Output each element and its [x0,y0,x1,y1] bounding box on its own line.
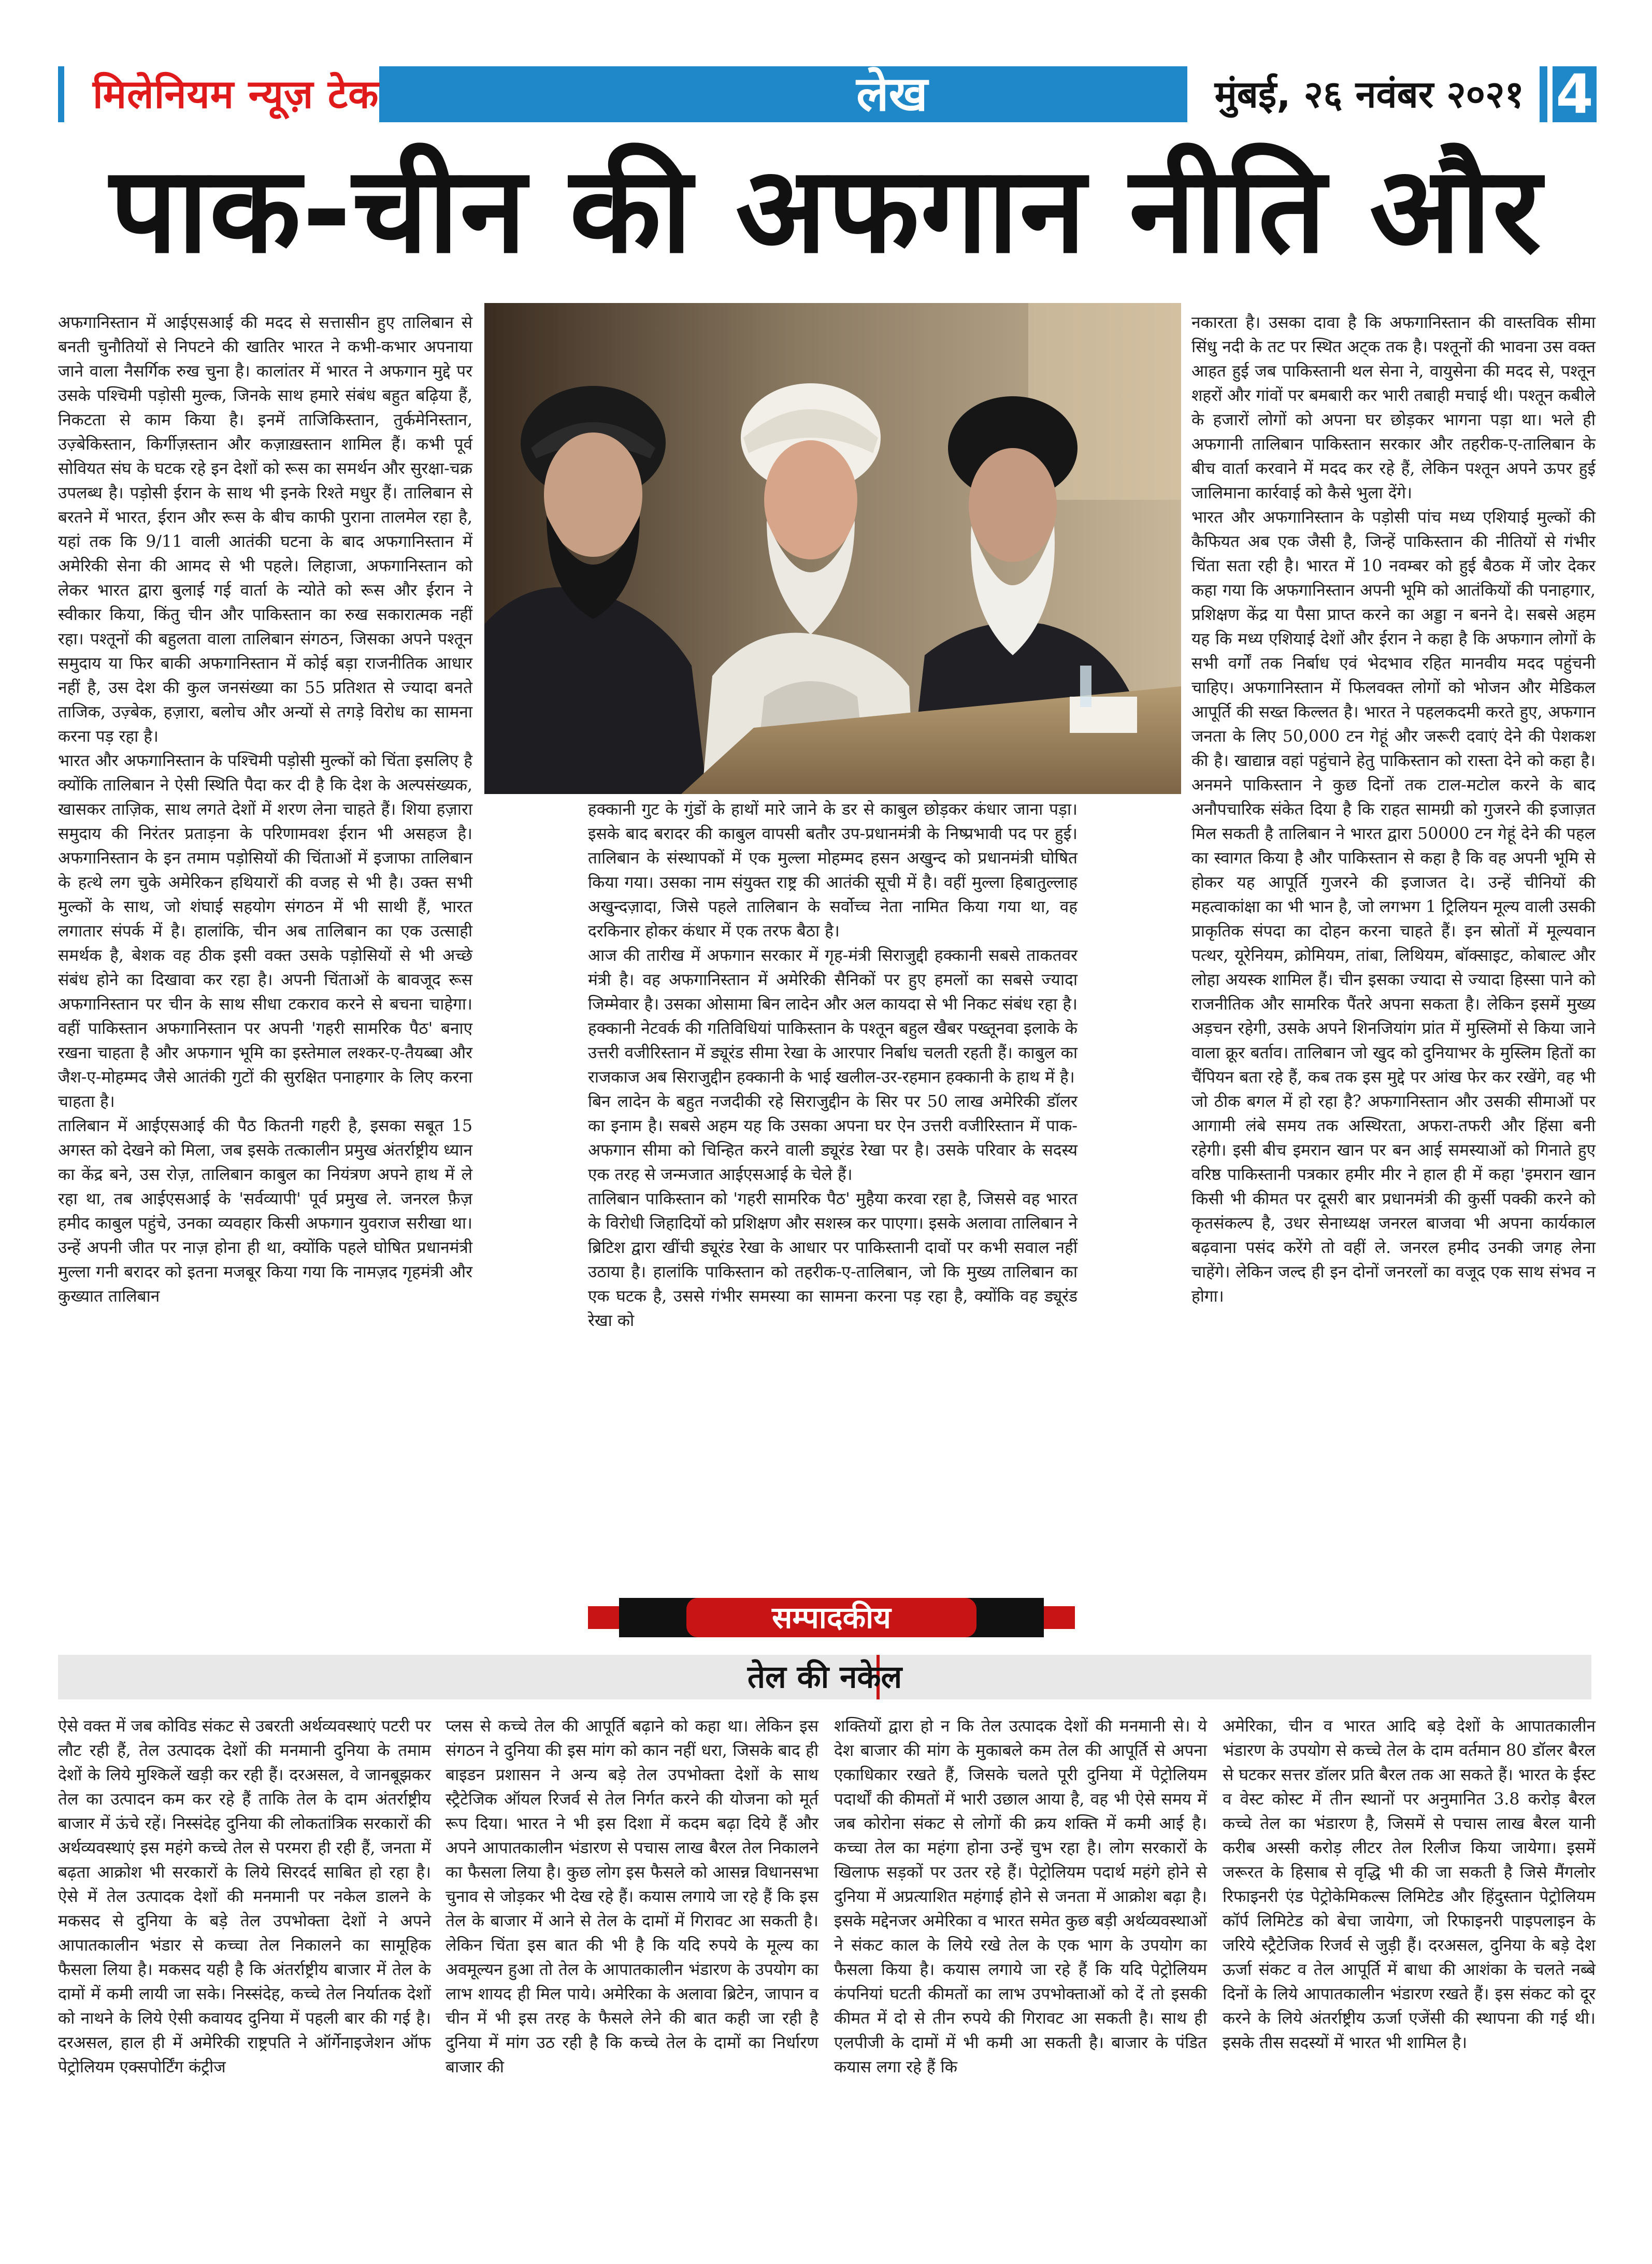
editorial-paragraph: शक्तियों द्वारा हो न कि तेल उत्पादक देशों की मनमानी से। ये देश बाजार की मांग के मुकाबले कम तेल की आपूर्ति से अपना एकाधिकार रखते हैं, जिसके चलते पूरी दुनिया में पेट्रोलियम पदार्थों की कीमतों में भारी उछाल आया है, वह भी ऐसे समय में जब कोरोना संकट से लोगों की क्रय शक्ति में कमी आई है। कच्चा तेल का महंगा होना उन्हें चुभ रहा है। लोग सरकारों के खिलाफ सड़कों पर उतर रहे हैं। पेट्रोलियम पदार्थ महंगे होने से दुनिया में अप्रत्याशित महंगाई होने से जनता में आक्रोश बढ़ा है। इसके मद्देनजर अमेरिका व भारत समेत कुछ बड़ी अर्थव्यवस्थाओं ने संकट काल के लिये रखे तेल के एक भाग के उपयोग का फैसला किया है। कयास लगाये जा रहे हैं कि यदि पेट्रोलियम कंपनियां घटती कीमतों का लाभ उपभोक्ताओं को दें तो इसकी कीमत में दो से तीन रुपये की गिरावट आ सकती है। साथ ही एलपीजी के दामों में भी कमी आ सकती है। बाजार के पंडित कयास लगा रहे हैं कि [834,1717,1207,2076]
article-photo [484,303,1181,794]
article-paragraph: आज की तारीख में अफगान सरकार में गृह-मंत्री सिराजुद्दी हक्कानी सबसे ताकतवर मंत्री है। वह अफगानिस्तान में अमेरिकी सैनिकों पर हुए हमलों का सबसे ज्यादा जिम्मेवार है। उसका ओसामा बिन लादेन और अल कायदा से भी निकट संबंध रहा है। हक्कानी नेटवर्क की गतिविधियां पाकिस्तान के पश्तून बहुल खैबर पख्तूनवा इलाके के उत्तरी वजीरिस्तान में ड्यूरंड सीमा रेखा के आरपार निर्बाध चलती रहती हैं। काबुल का राजकाज अब सिराजुद्दीन हक्कानी के भाई खलील-उर-रहमान हक्कानी के हाथ में है। [588,946,1078,1087]
article-paragraph: बिन लादेन के बहुत नजदीकी रहे सिराजुद्दीन के सिर पर 50 लाख अमेरिकी डॉलर का इनाम है। सबसे अहम यह कि उसका अपना घर ऐन उत्तरी वजीरिस्तान में पाक-अफगान सीमा को चिन्हित करने वाली ड्यूरंड रेखा पर है। उसके परिवार के सदस्य एक तरह से जन्मजात आईएसआई के चेले हैं। [588,1092,1078,1184]
masthead [58,63,1593,126]
article-column-2 [588,798,1078,1333]
article-paragraph: तालिबान में आईएसआई की पैठ कितनी गहरी है, इसका सबूत 15 अगस्त को देखने को मिला, जब इसके तत्कालीन प्रमुख अंतर्राष्ट्रीय ध्यान का केंद्र बने, उस रोज़, तालिबान काबुल का नियंत्रण अपने हाथ में ले रहा था, तब आईएसआई के 'सर्वव्यापी' पूर्व प्रमुख ले. जनरल फ़ैज़ हमीद काबुल पहुंचे, उनका व्यवहार किसी अफगान युवराज सरीखा था। उन्हें अपनी जीत पर नाज़ होना ही था, क्योंकि पहले घोषित प्रधानमंत्री मुल्ला गनी बरादर को इतना मजबूर किया गया कि नामज़द गृहमंत्री और कुख्यात तालिबान [58,1117,472,1306]
article-headline: पाक-चीन की अफगान नीति और [109,141,1543,280]
article-paragraph: भारत और अफगानिस्तान के पड़ोसी पांच मध्य एशियाई मुल्कों की कैफियत अब एक जैसी है, जिन्हें पाकिस्तान की नीतियों से गंभीर चिंता सता रही है। भारत में 10 नवम्बर को हुई बैठक में जोर देकर कहा गया कि अफगानिस्तान अपनी भूमि को आतंकियों की पनाहगार, प्रशिक्षण केंद्र या पैसा प्राप्त करने का अड्डा न बनने दे। सबसे अहम यह कि मध्य एशियाई देशों और ईरान ने कहा है कि अफगान लोगों के सभी वर्गों तक निर्बाध एवं भेदभाव रहित मानवीय मदद पहुंचनी चाहिए। अफगानिस्तान में फिलवक्त लोगों को भोजन और मेडिकल आपूर्ति की सख्त किल्लत है। भारत ने पहलकदमी करते हुए, अफगान जनता के लिए 50,000 टन गेहूं और जरूरी दवाएं देने की पेशकश की है। खाद्यान्न वहां पहुंचाने हेतु पाकिस्तान को रास्ता देने को कहा है। अनमने पाकिस्तान ने कुछ दिनों तक टाल-मटोल करने के बाद अनौपचारिक संकेत दिया है कि राहत सामग्री को गुजरने की इजाज़त मिल सकती है तालिबान ने भारत द्वारा 50000 टन गेहूं देने की पहल का स्वागत किया है और पाकिस्तान से कहा है कि वह अपनी भूमि से होकर यह आपूर्ति गुजरने की इजाजत दे। उन्हें चीनियों की महत्वाकांक्षा का भी भान है, जो लगभग 1 ट्रिलियन मूल्य वाली उसकी प्राकृतिक संपदा का दोहन करना चाहते हैं। इन स्रोतों में मूल्यवान पत्थर, यूरेनियम, क्रोमियम, तांबा, लिथियम, बॉक्साइट, कोबाल्ट और लोहा अयस्क शामिल हैं। चीन इसका ज्यादा से ज्यादा हिस्सा पाने को राजनीतिक और सामरिक पैंतरे अपना सकता है। लेकिन इसमें मुख्य अड़चन रहेगी, उसके अपने शिनजियांग प्रांत में मुस्लिमों से किया जाने वाला क्रूर बर्ताव। तालिबान जो खुद को दुनियाभर के मुस्लिम हितों का चैंपियन बता रहे हैं, कब तक इस मुद्दे पर आंख फेर कर रखेंगे, वह भी जो ठीक बगल में हो रहा है? अफगानिस्तान और उसकी सीमाओं पर आगामी लंबे समय तक अस्थिरता, अफरा-तफरी और हिंसा बनी रहेगी। इसी बीच इमरान खान पर बन आई समस्याओं को गिनाते हुए वरिष्ठ पाकिस्तानी पत्रकार हमीर मीर ने हाल ही में कहा 'इमरान खान किसी भी कीमत पर दूसरी बार प्रधानमंत्री की कुर्सी पक्की करने को कृतसंकल्प है, उधर सेनाध्यक्ष जनरल बाजवा भी अपना कार्यकाल बढ़वाना पसंद करेंगे तो वहीं ले. जनरल हमीद उनकी जगह लेना चाहेंगे। लेकिन जल्द ही इन दोनों जनरलों का वजूद एक साथ संभव न होगा। [1191,508,1596,1306]
dateline: मुंबई, २६ नवंबर २०२१ [1187,66,1540,122]
editorial-title: तेल की नकेल [747,1659,902,1695]
newspaper-brand: मिलेनियम न्यूज़ टेक [58,66,379,122]
section-label: लेख [856,66,928,122]
article-paragraph: अफगानिस्तान में आईएसआई की मदद से सत्तासीन हुए तालिबान से बनती चुनौतियों से निपटने की खातिर भारत ने कभी-कभार अपनाया जाने वाला नैसर्गिक रुख चुना है। कालांतर में भारत ने अफगान मुद्दे पर उसके पश्चिमी पड़ोसी मुल्क, जिनके साथ हमारे संबंध बहुत बढ़िया हैं, निकटता से काम किया है। इनमें ताजिकिस्तान, तुर्कमेनिस्तान, उज़्बेकिस्तान, किर्गीज़स्तान और कज़ाख़स्तान शामिल हैं। कभी पूर्व सोवियत संघ के घटक रहे इन देशों को रूस का समर्थन और सुरक्षा-चक्र उपलब्ध है। पड़ोसी ईरान के साथ भी इनके रिश्ते मधुर हैं। तालिबान से बरतने में भारत, ईरान और रूस के बीच काफी पुराना तालमेल रहा है, यहां तक कि 9/11 वाली आतंकी घटना के बाद अफगानिस्तान में अमेरिकी सेना की आमद से भी पहले। लिहाजा, अफगानिस्तान को लेकर भारत द्वारा बुलाई गई वार्ता के न्योते को रूस और ईरान ने स्वीकार किया, किंतु चीन और पाकिस्तान का रुख सकारात्मक नहीं रहा। पश्तूनों की बहुलता वाला तालिबान संगठन, जिसका अपने पश्तून समुदाय या फिर बाकी अफगानिस्तान में कोई बड़ा राजनीतिक आधार नहीं है, उस देश की कुल जनसंख्या का 55 प्रतिशत से ज्यादा बनते ताजिक, उज़्बेक, हज़ारा, बलोच और अन्यों से तगड़े विरोध का सामना करना पड़ रहा है। [58,313,472,746]
article-paragraph: नकारता है। उसका दावा है कि अफगानिस्तान की वास्तविक सीमा सिंधु नदी के तट पर स्थित अट्क तक है। पश्तूनों की भावना उस वक्त आहत हुई जब पाकिस्तानी थल सेना ने, वायुसेना की मदद से, पश्तून शहरों और गांवों पर बमबारी कर भारी तबाही मचाई थी। पश्तून कबीले के हजारों लोगों को अपना घर छोड़कर भागना पड़ा था। भले ही अफगानी तालिबान पाकिस्तान सरकार और तहरीक-ए-तालिबान के बीच वार्ता करवाने में मदद कर रहे हैं, लेकिन पश्तून अपने ऊपर हुई जालिमाना कार्रवाई को कैसे भुला देंगे। [1191,313,1596,502]
editorial-title-bar [58,1655,1591,1699]
editorial-paragraph: अमेरिका, चीन व भारत आदि बड़े देशों के आपातकालीन भंडारण के उपयोग से कच्चे तेल के दाम वर्तमान 80 डॉलर बैरल से घटकर सत्तर डॉलर प्रति बैरल तक आ सकते हैं। भारत के ईस्ट व वेस्ट कोस्ट में तीन स्थानों पर अनुमानित 3.8 करोड़ बैरल कच्चे तेल का भंडारण है, जिसमें से पचास लाख बैरल यानी करीब अस्सी करोड़ लीटर तेल रिलीज किया जायेगा। इसमें जरूरत के हिसाब से वृद्धि भी की जा सकती है जिसे मैंगलोर रिफाइनरी एंड पेट्रोकेमिकल्स लिमिटेड और हिंदुस्तान पेट्रोलियम कॉर्प लिमिटेड को बेचा जायेगा, जो रिफाइनरी पाइपलाइन के जरिये स्ट्रैटेजिक रिजर्व से जुड़ी हैं। दरअसल, दुनिया के बड़े देश ऊर्जा संकट व तेल आपूर्ति में बाधा की आशंका के चलते नब्बे दिनों के लिये आपातकालीन भंडारण रखते हैं। इस संकट को दूर करने के लिये अंतर्राष्ट्रीय ऊर्जा एजेंसी की स्थापना की गई थी। इसके तीस सदस्यों में भारत भी शामिल है। [1223,1717,1596,2052]
editorial-column-3 [834,1714,1207,2080]
editorial-banner [588,1598,1075,1637]
article-paragraph: तालिबान पाकिस्तान को 'गहरी सामरिक पैठ' मुहैया करवा रहा है, जिससे वह भारत के विरोधी जिहादियों को प्रशिक्षण और सशस्त्र कर पाएगा। इसके अलावा तालिबान ने ब्रिटिश द्वारा खींची ड्यूरंड रेखा के आधार पर पाकिस्तानी दावों पर कभी सवाल नहीं उठाया है। हालांकि पाकिस्तान को तहरीक-ए-तालिबान, जो कि मुख्य तालिबान का एक घटक है, उससे गंभीर समस्या का सामना करना पड़ रहा है, क्योंकि वह ड्यूरंड रेखा को [588,1190,1078,1330]
editorial-banner-label: सम्पादकीय [686,1598,976,1637]
editorial-column-4 [1223,1714,1596,2055]
editorial-column-1 [58,1714,431,2080]
article-paragraph: हक्कानी गुट के गुंडों के हाथों मारे जाने के डर से काबुल छोड़कर कंधार जाना पड़ा। इसके बाद बरादर की काबुल वापसी बतौर उप-प्रधानमंत्री के निष्प्रभावी पद पर हुई। तालिबान के संस्थापकों में एक मुल्ला मोहम्मद हसन अखुन्द को प्रधानमंत्री घोषित किया गया। उसका नाम संयुक्त राष्ट्र की आतंकी सूची में है। वहीं मुल्ला हिबातुल्लाह अखुन्दज़ादा, जिसे पहले तालिबान के सर्वोच्च नेता नामित किया गया था, वह दरकिनार होकर कंधार में एक तरफ बैठा है। [588,800,1078,941]
editorial-paragraph: ऐसे वक्त में जब कोविड संकट से उबरती अर्थव्यवस्थाएं पटरी पर लौट रही हैं, तेल उत्पादक देशों की मनमानी दुनिया के तमाम देशों के लिये मुश्किलें खड़ी कर रही हैं। दरअसल, वे जानबूझकर तेल का उत्पादन कम कर रहे हैं ताकि तेल के दाम अंतर्राष्ट्रीय बाजार में ऊंचे रहें। निस्संदेह दुनिया की लोकतांत्रिक सरकारों की अर्थव्यवस्थाएं इस महंगे कच्चे तेल से परमरा ही रही हैं, जनता में बढ़ता आक्रोश भी सरकारों के लिये सिरदर्द साबित हो रहा है। ऐसे में तेल उत्पादक देशों की मनमानी पर नकेल डालने के मकसद से दुनिया के बड़े तेल उपभोक्ता देशों ने अपने आपातकालीन भंडार से कच्चा तेल निकालने का सामूहिक फैसला लिया है। मकसद यही है कि अंतर्राष्ट्रीय बाजार में तेल के दामों में कमी लायी जा सके। निस्संदेह, कच्चे तेल निर्यातक देशों को नाथने के लिये ऐसी कवायद दुनिया में पहली बार की गई है। दरअसल, हाल ही में अमेरिकी राष्ट्रपति ने ऑर्गेनाइजेशन ऑफ पेट्रोलियम एक्सपोर्टिंग कंट्रीज [58,1717,431,2076]
editorial-paragraph: प्लस से कच्चे तेल की आपूर्ति बढ़ाने को कहा था। लेकिन इस संगठन ने दुनिया की इस मांग को कान नहीं धरा, जिसके बाद ही बाइडन प्रशासन ने अन्य बड़े तेल उपभोक्ता देशों के साथ स्ट्रैटेजिक ऑयल रिजर्व से तेल निर्गत करने की योजना को मूर्त रूप दिया। भारत ने भी इस दिशा में कदम बढ़ा दिये हैं और अपने आपातकालीन भंडारण से पचास लाख बैरल तेल निकालने का फैसला लिया है। कुछ लोग इस फैसले को आसन्न विधानसभा चुनाव से जोड़कर भी देख रहे हैं। कयास लगाये जा रहे हैं कि इस तेल के बाजार में आने से तेल के दामों में गिरावट आ सकती है। लेकिन चिंता इस बात की भी है कि यदि रुपये के मूल्य का अवमूल्यन हुआ तो तेल के आपातकालीन भंडारण के उपयोग का लाभ शायद ही मिल पाये। अमेरिका के अलावा ब्रिटेन, जापान व चीन में भी इस तरह के फैसले लेने की बात कही जा रही है दुनिया में मांग उठ रही है कि कच्चे तेल के दामों का निर्धारण बाजार की [446,1717,818,2076]
article-paragraph: भारत और अफगानिस्तान के पश्चिमी पड़ोसी मुल्कों को चिंता इसलिए है क्योंकि तालिबान ने ऐसी स्थिति पैदा कर दी है कि देश के अल्पसंख्यक, खासकर ताज़िक, साथ लगते देशों में शरण लेना चाहते हैं। शिया हज़ारा समुदाय की निरंतर प्रताड़ना के परिणामवश ईरान भी असहज है। अफगानिस्तान के इन तमाम पड़ोसियों की चिंताओं में इजाफा तालिबान के हत्थे लग चुके अमेरिकन हथियारों की वजह से भी है। उक्त सभी मुल्कों के साथ, जो शंघाई सहयोग संगठन में भी साथी हैं, भारत लगातार संपर्क में है। हालांकि, चीन अब तालिबान का एक उत्साही समर्थक है, बेशक वह ठीक इसी वक्त उसके पड़ोसियों से भी अच्छे संबंध होने का दिखावा कर रहा है। अपनी चिंताओं के बावजूद रूस अफगानिस्तान पर चीन के साथ सीधा टकराव करने से बचना चाहेगा। वहीं पाकिस्तान अफगानिस्तान पर अपनी 'गहरी सामरिक पैठ' बनाए रखना चाहता है और अफगान भूमि का इस्तेमाल लश्कर-ए-तैयब्बा और जैश-ए-मोहम्मद जैसे आतंकी गुटों की सुरक्षित पनाहगार के लिए करना चाहता है। [58,752,472,1111]
page-number: 4 [1547,66,1597,122]
editorial-column-2 [446,1714,818,2080]
article-column-1 [58,311,472,1309]
meeting-photo-illustration [484,303,1181,794]
article-column-3 [1191,311,1596,1309]
